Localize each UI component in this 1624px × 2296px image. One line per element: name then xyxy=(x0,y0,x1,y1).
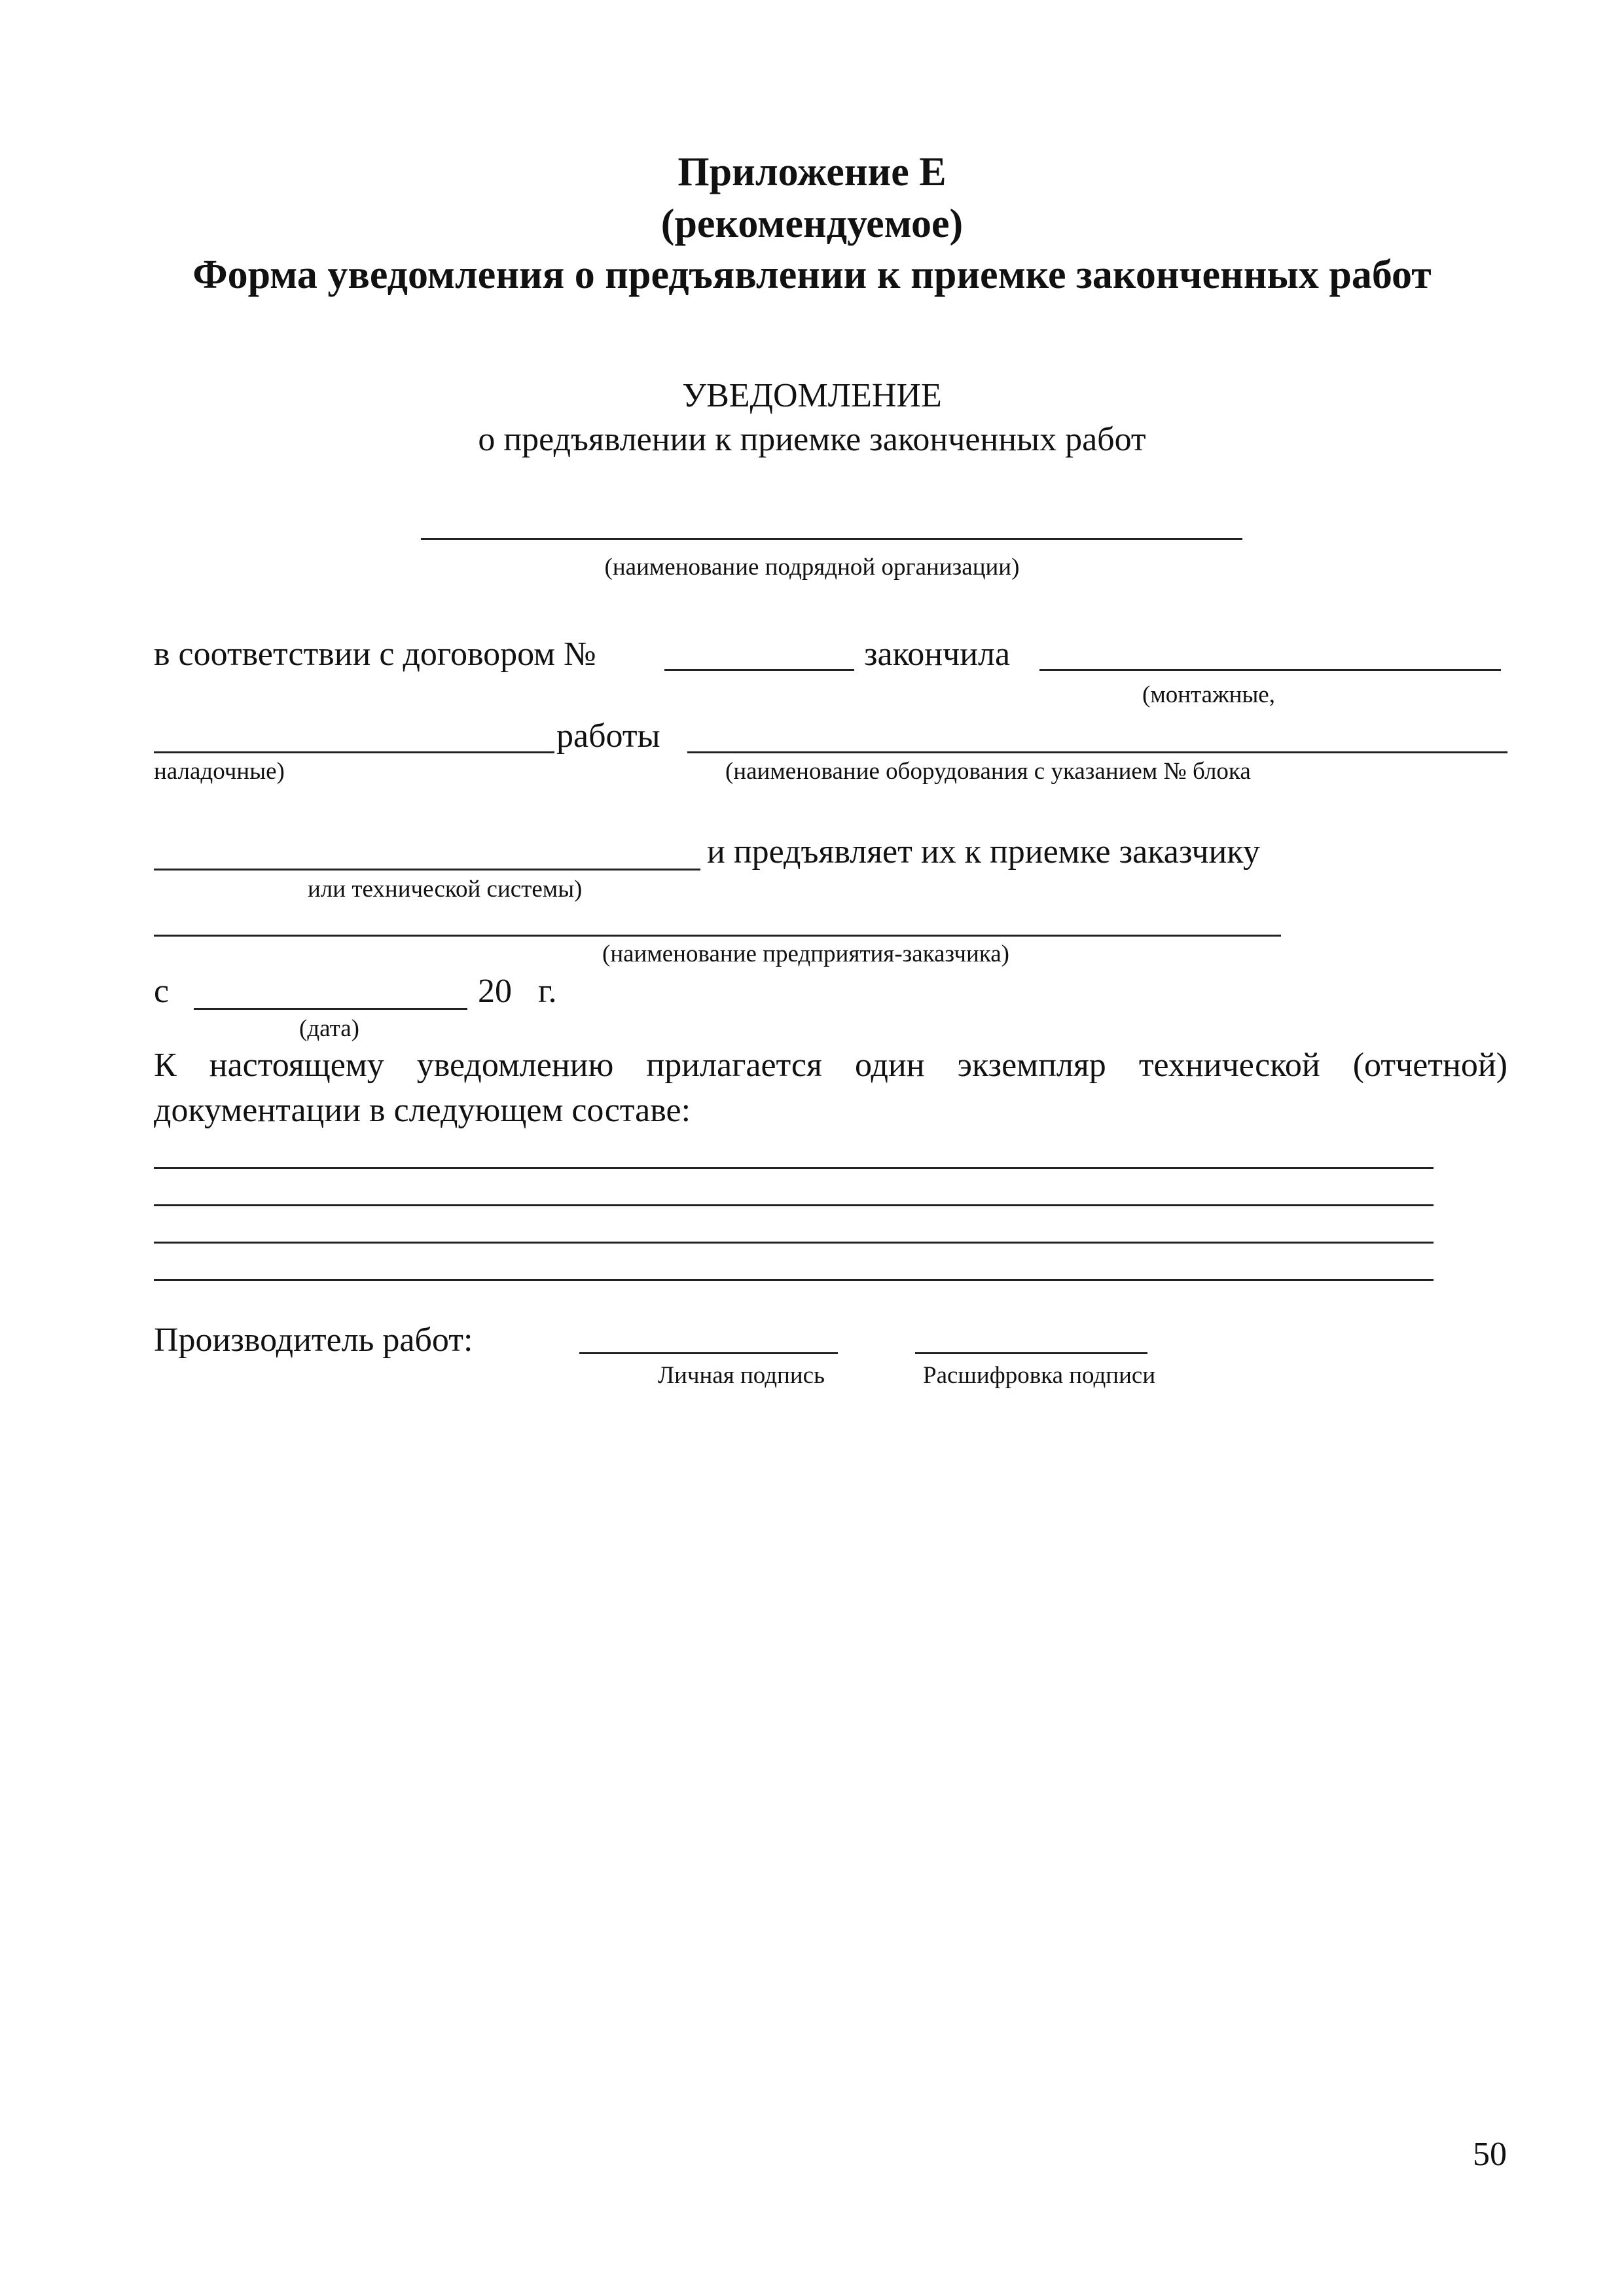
attachment-text-line2: документации в следующем составе: xyxy=(154,1092,691,1129)
documentation-line[interactable] xyxy=(154,1204,1434,1206)
year-suffix: г. xyxy=(538,973,557,1010)
signature-decode-caption: Расшифровка подписи xyxy=(923,1362,1156,1389)
page-number: 50 xyxy=(1473,2136,1507,2173)
appendix-status: (рекомендуемое) xyxy=(660,202,964,246)
form-title: Форма уведомления о предъявлении к приемке законченных работ xyxy=(192,253,1432,297)
producer-label: Производитель работ: xyxy=(154,1321,473,1359)
contract-number-field[interactable] xyxy=(664,669,854,671)
mounting-caption: (монтажные, xyxy=(1142,681,1275,708)
from-label: с xyxy=(154,973,170,1010)
notice-subtitle: о предъявлении к приемке законченных работ xyxy=(478,421,1146,458)
notice-title: УВЕДОМЛЕНИЕ xyxy=(682,377,942,414)
contractor-name-field[interactable] xyxy=(421,538,1242,540)
equipment-caption: (наименование оборудования с указанием № блока xyxy=(725,758,1251,785)
work-type-field[interactable] xyxy=(1039,669,1501,671)
equipment-name-field[interactable] xyxy=(687,751,1507,753)
system-caption: или технической системы) xyxy=(308,876,583,903)
contract-prefix: в соответствии с договором № xyxy=(154,636,596,673)
presents-label: и предъявляет их к приемке заказчику xyxy=(707,833,1260,870)
system-name-field[interactable] xyxy=(154,869,700,870)
signature-caption: Личная подпись xyxy=(658,1362,825,1389)
attachment-text-line1: К настоящему уведомлению прилагается один экземпляр технической (отчетной) xyxy=(154,1047,1507,1084)
signature-decode-field[interactable] xyxy=(915,1352,1147,1354)
date-field[interactable] xyxy=(194,1008,467,1010)
finished-label: закончила xyxy=(864,636,1011,673)
contractor-caption: (наименование подрядной организации) xyxy=(604,554,1020,581)
work-type-field-2[interactable] xyxy=(154,751,554,753)
documentation-line[interactable] xyxy=(154,1242,1434,1244)
signature-field[interactable] xyxy=(579,1352,838,1354)
customer-caption: (наименование предприятия-заказчика) xyxy=(602,941,1009,967)
works-label: работы xyxy=(556,717,660,755)
documentation-line[interactable] xyxy=(154,1167,1434,1169)
commissioning-caption: наладочные) xyxy=(154,758,285,785)
year-label: 20 xyxy=(478,973,512,1010)
appendix-label: Приложение Е xyxy=(677,150,947,194)
documentation-line[interactable] xyxy=(154,1279,1434,1281)
customer-name-field[interactable] xyxy=(154,935,1281,937)
date-caption: (дата) xyxy=(299,1015,359,1042)
